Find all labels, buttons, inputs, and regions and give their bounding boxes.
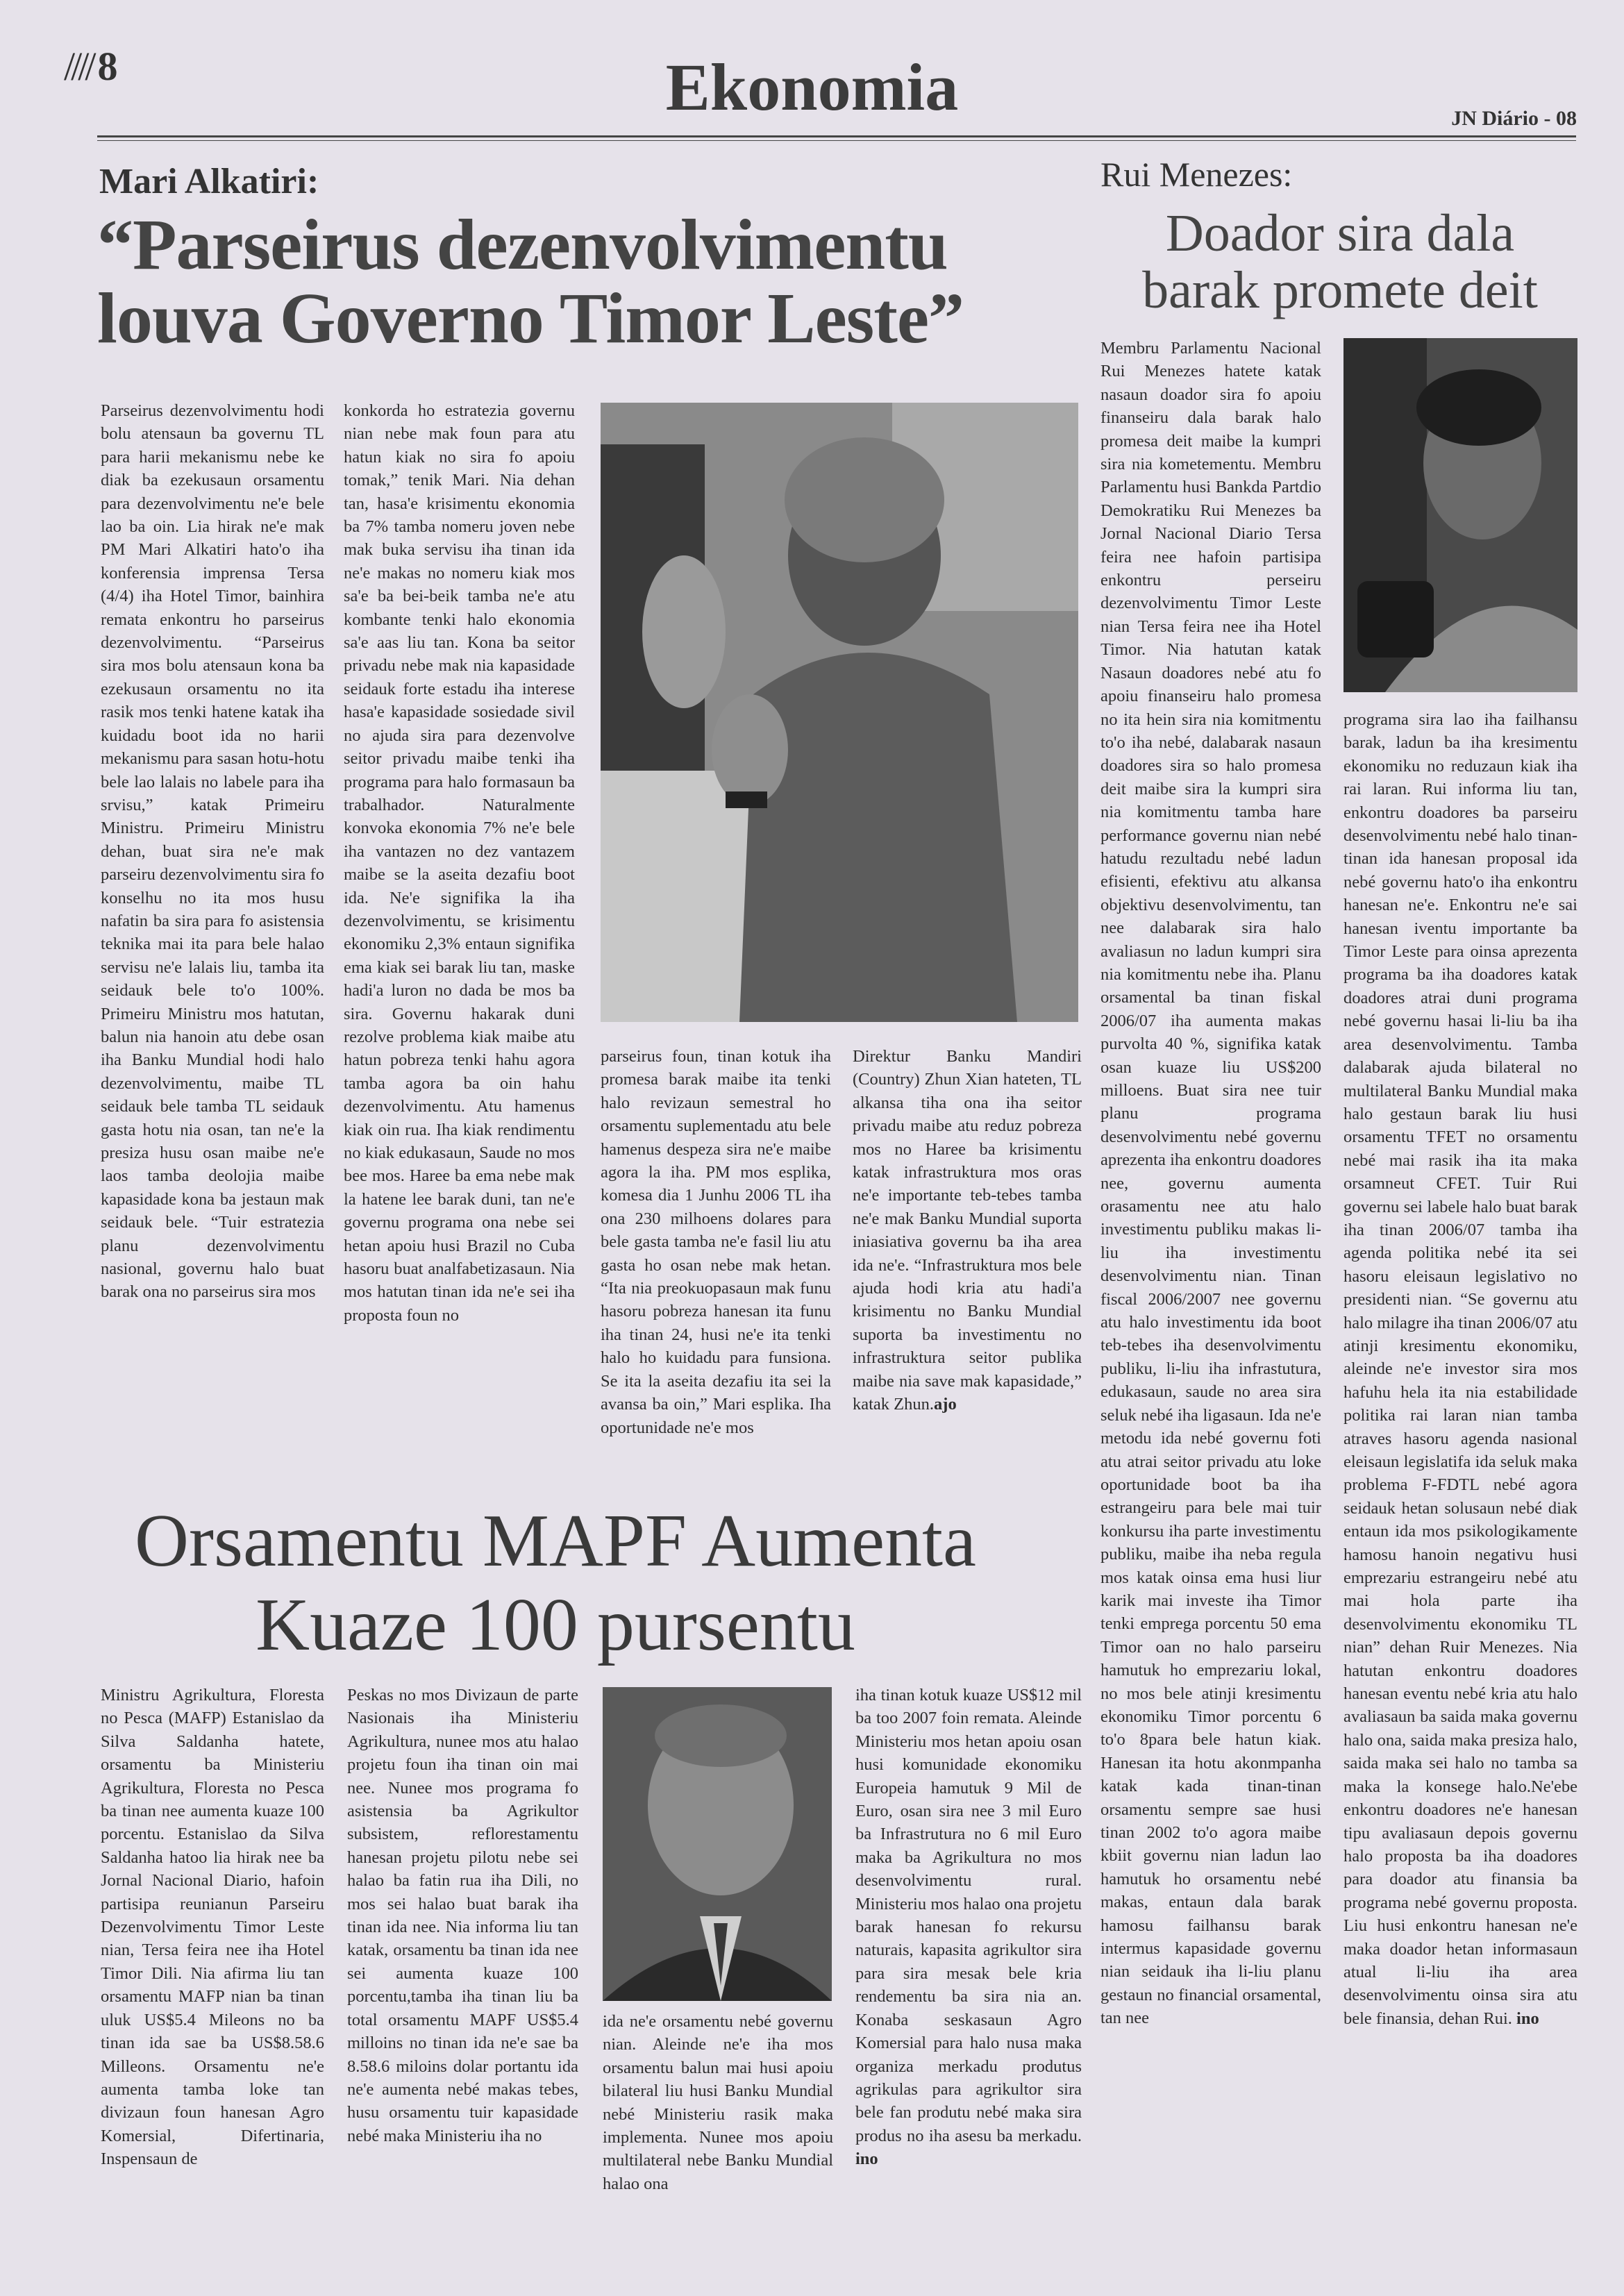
article1-column-2 <box>344 399 575 1486</box>
article1-headline <box>97 205 1104 359</box>
photo-rui-menezes <box>1343 338 1577 692</box>
article1-column-1-text: Parseirus dezenvolvimentu hodi bolu atensaun ba governu TL para harii mekanismu nebe ke diak ba ezekusaun orsamentu para dezenvolvimentu ne'e bele lao ba oin. Lia hirak ne'e mak PM Mari Alkatiri hato'o iha konferensia imprensa Tersa (4/4) iha Hotel Timor, bainhira remata enkontru ho parseirus dezenvolvimentu. “Parseirus sira mos bolu atensaun kona ba ezekusaun orsamentu no ita rasik mos tenki hatene katak iha kuidadu boot ida no harii mekanismu para sasan hotu-hotu bele lao lalais no labele para iha srvisu,” katak Primeiru Ministru. Primeiru Ministru dehan, buat sira ne'e mak parseiru dezenvolvimentu sira fo konselhu no ita mos husu nafatin ba sira para fo asistensia teknika mai ita para bele halao servisu ne'e lalais liu, tamba ita seidauk bele to'o 100%. Primeiru Ministru mos hatutan, balun nia hanoin atu debe osan iha Banku Mundial hodi halo dezenvolvimentu, maibe TL seidauk bele tamba TL seidauk gasta hotu nia osan, tan ne'e la presiza husu osan maibe ne'e laos tamba deolojia maibe kapasidade kona ba jestaun mak seidauk bele. “Tuir estratezia planu dezenvolvimentu nasional, governu halo buat barak ona no parseirus sira mos <box>101 401 324 1302</box>
article1-column-3 <box>601 1045 831 1489</box>
article1-headline-line2: louva Governo Timor Leste” <box>97 278 964 359</box>
article2-kicker: Rui Menezes: <box>1100 155 1293 194</box>
header-rule-thin <box>97 140 1576 141</box>
article1-kicker: Mari Alkatiri: <box>99 162 319 201</box>
article1-headline-line1: “Parseirus dezenvolvimentu <box>97 205 948 285</box>
article1-column-3-text: parseirus foun, tinan kotuk iha promesa barak maibe ita tenki halo revizaun semestral ho orsamentu suplementadu atu bele hamenus despeza sira ne'e maibe agora la iha. PM mos esplika, komesa dia 1 Junhu 2006 TL iha ona 230 milhoens dolares para bele gasta tamba ne'e fasil liu atu gasta ho osan nebe mak hetan. “Ita nia preokuopasaun mak funu hasoru pobreza hanesan ita funu iha tinan 24, husi ne'e ita tenki halo ho kuidadu para funsiona. Se ita la aseita dezafiu ita sei la avansa ba oin,” Mari esplika. Iha oportunidade ne'e mos <box>601 1047 831 1437</box>
article3-column-2-text: Peskas no mos Divizaun de parte Nasionais iha Ministeriu Agrikultura, nunee mos atu halao projetu foun iha tinan oin mai nee. Nunee mos programa fo asistensia ba Agrikultor subsistem, reflorestamentu hanesan projetu pilotu nebe sei halao ba fatin rua iha Dili, no mos sei halao buat barak iha tinan ida nee. Nia informa liu tan katak, orsamentu ba tinan ida nee sei aumenta kuaze 100 porcentu,tamba iha tinan liu ba total orsamentu MAPF US$5.4 milloins no tinan ida ne'e sae ba 8.58.6 miloins dolar portantu ida ne'e aumenta nebé makas tebes, husu orsamentu tuir kapasidade nebé maka Ministeriu iha no <box>347 1686 578 2145</box>
article2-column-2 <box>1343 708 1577 2211</box>
article2-headline-line2: barak promete deit <box>1142 261 1538 320</box>
article3-column-1-text: Ministru Agrikultura, Floresta no Pesca (MAFP) Estanislao da Silva Saldanha hatete, orsamentu ba Ministeriu Agrikultura, Floresta no Pesca ba tinan nee aumenta kuaze 100 porcentu. Estanislao da Silva Saldanha hatoo lia hirak nee ba Jornal Nacional Diario, hafoin partisipa reunianun Parseiru Dezenvolvimentu Timor Leste nian, Tersa feira nee iha Hotel Timor Dili. Nia afirma liu tan orsamentu MAFP nian ba tinan uluk US$5.4 Mileons no ba tinan ida sae ba US$8.58.6 Milleons. Orsamentu ne'e aumenta tamba loke tan divizaun foun hanesan Agro Komersial, Difertinaria, Inspensaun de <box>101 1686 324 2169</box>
photo-minister-image <box>603 1687 832 2001</box>
photo-alkatiri-image <box>601 403 1078 1022</box>
header-rule <box>97 135 1576 137</box>
article3-column-3 <box>603 2010 833 2222</box>
section-title: Ekonomia <box>665 50 959 124</box>
article2-author: ino <box>1516 2009 1539 2028</box>
page-number: //// 8 <box>64 44 117 89</box>
photo-minister <box>603 1687 832 2001</box>
article3-headline <box>0 1500 1111 1668</box>
article3-column-1 <box>101 1684 324 2222</box>
article1-column-1 <box>101 399 324 1486</box>
article1-column-4 <box>853 1045 1082 1489</box>
article2-column-1-text: Membru Parlamentu Nacional Rui Menezes hatete katak nasaun doador sira fo apoiu finanseiru dala barak halo promesa deit maibe la kumpri sira nia kometementu. Membru Parlamentu husi Bankda Partdio Demokratiku Rui Menezes ba Jornal Nacional Diario Tersa feira nee hafoin partisipa enkontru perseiru dezenvolvimentu Timor Leste nian Tersa feira nee iha Hotel Timor. Nia hatutan katak Nasaun doadores nebé atu fo apoiu finanseiru halo promesa no ita hein sira nia komitmentu to'o iha nebé, dalabarak nasaun doadores sira so halo promesa deit maibe sira la kumpri sira nia komitmentu tamba hare performance governu nian nebé hatudu rezultadu nebé ladun efisienti, efektivu atu alkansa objektivu desenvolvimentu, tan nee dalabarak sira halo avaliasun no ladun kumpri sira nia komitmentu nebe iha. Planu orsamental ba tinan fiskal 2006/07 iha aumenta makas purvolta 40 %, signifika katak osan kuaze liu US$200 milloens. Buat sira nee tuir planu programa desenvolvimentu nebé governu aprezenta iha enkontru doadores nee, governu aumenta orasamentu nee atu halo investimentu publiku makas li-liu iha investimentu desenvolvimentu nian. Tinan fiscal 2006/2007 nee governu atu halo investimentu ida boot teb-tebes iha desenvolvimentu publiku, li-liu iha infrastutura, edukasaun, saude no area sira seluk nebé iha ligasaun. Ida ne'e metodu ida nebé governu foti atu atrai seitor privadu atu loke oportunidade boot ba iha estrangeiru para bele mai tuir konkursu iha parte investimentu publiku, maibe iha neba regula mos katak oinsa ema husi liur karik mai investe iha Timor tenki emprega porcentu 50 ema Timor oan no halo parseiru hamutuk ho emprezariu lokal, no mos bele atinji kresimentu ekonomiku Timor porcentu 6 to'o 8para bele hatun kiak. Hanesan ita hotu akonmpanha katak kada tinan-tinan orsamentu sempre sae husi tinan 2002 to'o agora maibe kbiit governu nian ladun lao hamutuk ho orsamentu nebé makas, entaun dala barak hamosu failhansu barak intermus kapasidade governu nian seidauk iha li-liu planu gestaun no financial orsamental, tan nee <box>1100 339 1321 2028</box>
article3-column-4 <box>855 1684 1082 2222</box>
photo-alkatiri <box>601 403 1078 1022</box>
article1-column-4-text: Direktur Banku Mandiri (Country) Zhun Xian hateten, TL alkansa tiha ona iha seitor privadu maibe atu reduz pobreza mos no Haree ba krisimentu katak infrastruktura mos oras ne'e importante teb-tebes tamba ne'e mak Banku Mundial suporta iniasiativa governu ba iha area ida ne'e. “Infrastruktura mos bele ajuda hodi kria atu hadi'a krisimentu no Banku Mundial suporta ba investimentu no infrastruktura seitor publika maibe nia save mak kapasidade,” katak Zhun.ajo <box>853 1047 1082 1414</box>
photo-rui-menezes-image <box>1343 338 1577 692</box>
issue-label: JN Diário - 08 <box>1451 107 1577 130</box>
article2-column-2-text: programa sira lao iha failhansu barak, ladun ba iha kresimentu ekonomiku no reduzaun kiak iha rai laran. Rui informa liu tan, enkontru doadores ba parseiru desenvolvimentu nebé halo tinan-tinan ida hanesan proposal ida nebé governu hato'o iha enkontru hanesan ne'e. Enkontru ne'e sai hanesan iventu importante ba Timor Leste para oinsa aprezenta programa ba iha doadores katak doadores atrai duni programa nebé governu hasai li-liu ba iha area desenvolvimentu. Tamba dalabarak ajuda bilateral no multilateral Banku Mundial maka halo gestaun barak liu husi orsamentu TFET no orsamentu nebé mai rasik iha ita maka orsamneut CFET. Tuir Rui governu sei labele halo buat barak iha tinan 2006/07 tamba iha agenda politika nebé ita sei hasoru eleisaun legislativo no presidenti nian. “Se governu atu halo milagre iha tinan 2006/07 atu atinji kresimentu ekonomiku, aleinde ne'e investor sira mos hafuhu hela ita nia estabilidade politika rai laran nian tamba atraves hasoru agenda nasional eleisaun legislatifa ida seluk maka problema F-FDTL nebé agora seidauk hetan solusaun nebé diak entaun ida mos psikologikamente hamosu hanoin negativu husi emprezariu estrangeiru nebé atu mai hola parte iha desenvolvimentu ekonomiku TL nian” dehan Ruir Menezes. Nia hatutan enkontru doadores hanesan eventu nebé kria atu halo avaliasaun ba saida maka governu halo ona, saida maka presiza halo, saida maka sei halo no tamba sa maka la konsege halo.Ne'ebe enkontru doadores ne'e hanesan tipu avaliasaun depois governu halo proposta ba iha doadores para doador atu finansia ba programa nebé governu proposta. Liu husi enkontru hanesan ne'e maka doador hetan informasaun atual li-liu iha area desenvolvimentu oinsa sira atu bele finansia, dehan Rui. ino <box>1343 710 1577 2028</box>
article2-headline-line1: Doador sira dala <box>1165 204 1515 262</box>
article3-headline-line2: Kuaze 100 pursentu <box>256 1583 855 1666</box>
article3-author: ino <box>855 2150 878 2169</box>
article2-column-1 <box>1100 337 1321 2211</box>
article1-column-2-text: konkorda ho estratezia governu nian nebe mak foun para atu hatun kiak no sira fo apoiu tomak,” tenik Mari. Nia dehan tan, hasa'e krisimentu ekonomia ba 7% tamba nomeru joven nebe mak buka servisu iha tinan ida ne'e makas no nomeru kiak mos sa'e ba bei-beik tamba ne'e atu kombante tenki halo ekonomia sa'e aas liu tan. Kona ba seitor privadu nebe mak nia kapasidade seidauk forte estadu iha interese hasa'e kapasidade sosiedade sivil no ajuda sira para dezenvolve seitor privadu maibe tenki iha programa para halo formasaun ba trabalhador. Naturalmente konvoka ekonomia 7% ne'e bele iha vantazen no dez vantazem maibe se la aseita dezafiu boot ida. Ne'e signifika la iha dezenvolvimentu, se krisimentu ekonomiku 2,3% entaun signifika ema kiak sei barak liu tan, maske hadi'a luron no dada be mos ba sira. Governu hakarak duni rezolve problema kiak maibe atu hatun pobreza tenki hahu agora tamba agora ba oin hahu dezenvolvimentu. Atu hamenus kiak oin rua. Iha kiak rendimentu no kiak edukasaun, Saude no mos bee mos. Haree ba ema nebe mak la hatene lee barak duni, tan ne'e governu programa ona nebe sei hetan apoiu husi Brazil no Cuba hasoru buat analfabetizasaun. Nia mos hatutan tinan ida ne'e sei iha proposta foun no <box>344 401 575 1325</box>
article3-headline-line1: Orsamentu MAPF Aumenta <box>135 1500 976 1582</box>
article2-headline <box>1100 205 1580 319</box>
article3-column-3-text: ida ne'e orsamentu nebé governu nian. Aleinde ne'e iha mos orsamentu balun mai husi apoiu bilateral liu husi Banku Mundial nebé Ministeriu rasik maka implementa. Nunee mos apoiu multilateral nebe Banku Mundial halao ona <box>603 2012 833 2193</box>
article1-author: ajo <box>934 1395 957 1414</box>
article3-column-4-text: iha tinan kotuk kuaze US$12 mil ba too 2007 foin remata. Aleinde Ministeriu mos hetan apoiu osan husi komunidade ekonomiku Europeia hamutuk 9 Mil de Euro, osan sira nee 3 mil Euro ba Infrastrutura no 6 mil Euro maka ba Agrikultura no mos desenvolvimentu rural. Ministeriu mos halao ona projetu barak hanesan fo rekursu naturais, kapasita agrikultor sira para sira mesak bele kria rendementu ba sira nia an. Konaba seskasaun Agro Komersial para halo nusa maka organiza merkadu produtus agrikulas para agrikultor sira bele fan produtu nebé maka sira produs no iha asesu ba merkadu. ino <box>855 1686 1082 2169</box>
article3-column-2 <box>347 1684 578 2222</box>
